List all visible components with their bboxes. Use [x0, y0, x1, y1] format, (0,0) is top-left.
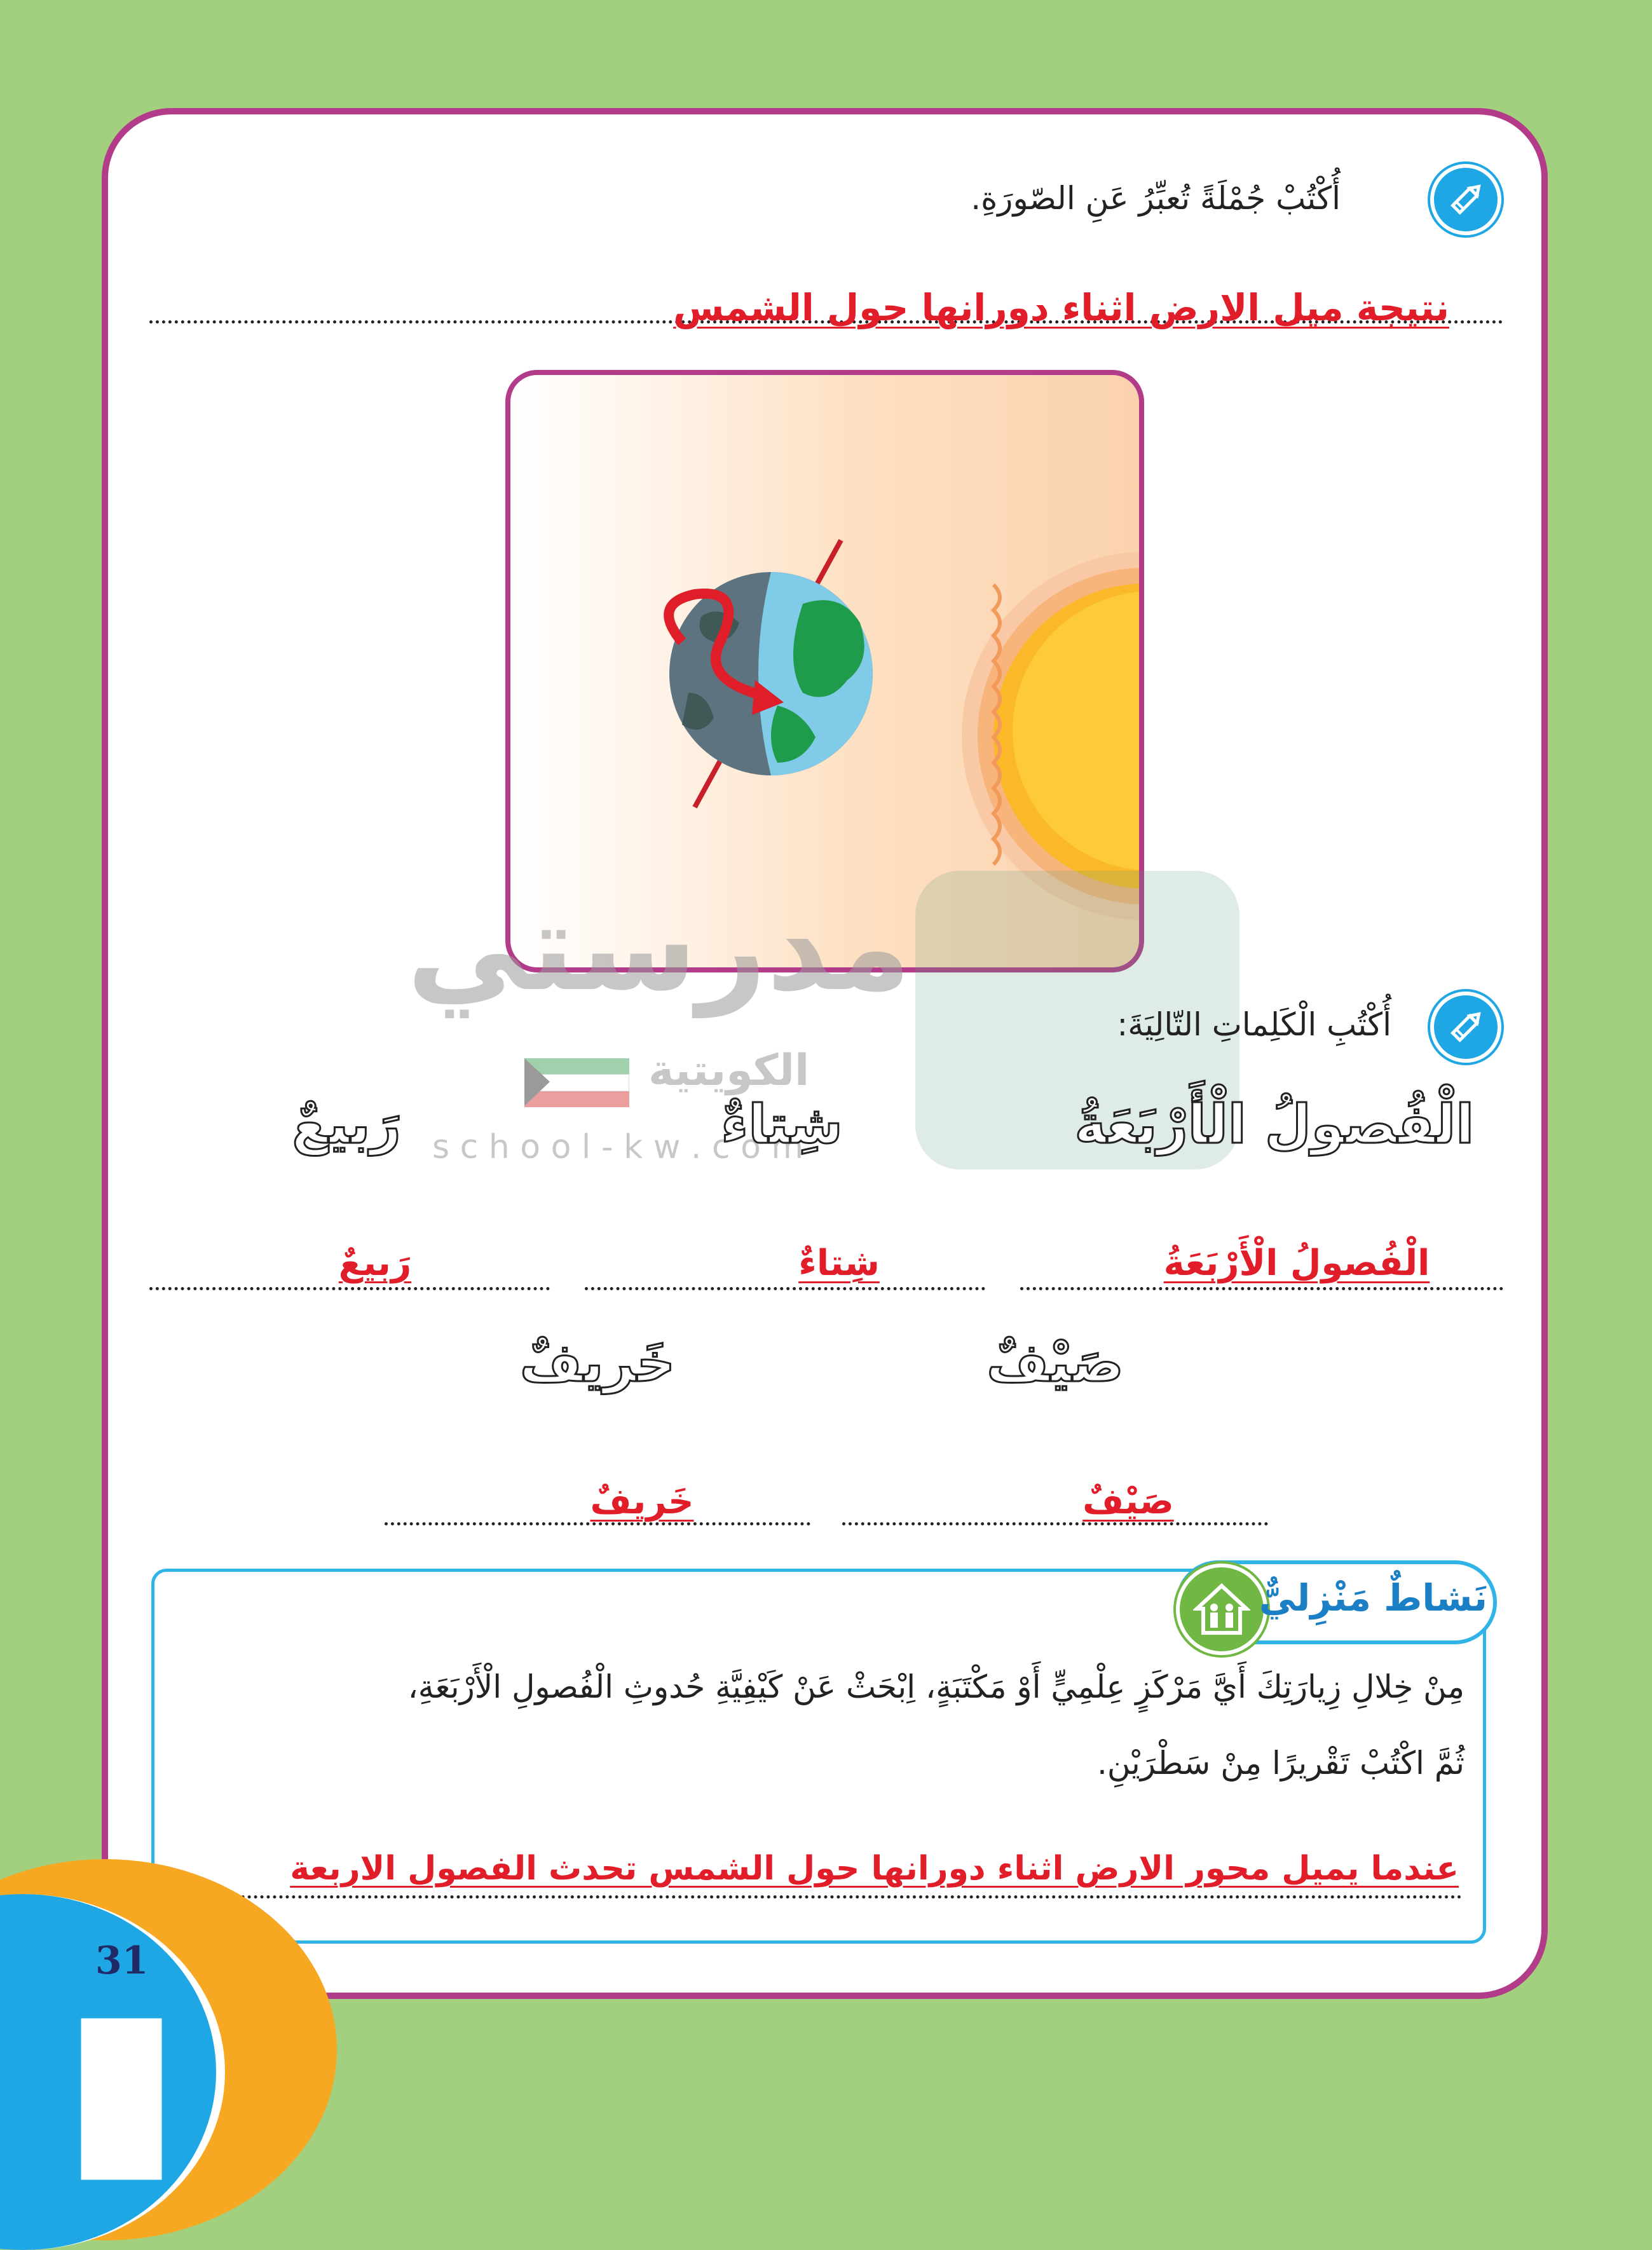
- home-activity-line1: مِنْ خِلالِ زِيارَتِكَ أَيَّ مَرْكَزٍ عِلْمِيٍّ أَوْ مَكْتَبَةٍ، اِبْحَثْ عَنْ كَيْفِيَّةِ حُدوثِ الْفُصولِ الْأَرْبَعَةِ،: [407, 1668, 1464, 1705]
- answer-summer: صَيْفٌ: [1082, 1481, 1174, 1522]
- answer-line-winter: [585, 1287, 985, 1290]
- trace-word-spring: رَبيعٌ: [292, 1093, 401, 1156]
- task2-instruction: أُكْتُبِ الْكَلِماتِ التّالِيَةَ:: [1117, 1006, 1391, 1043]
- earth-icon: [669, 540, 873, 807]
- page-number: 31: [95, 1939, 149, 1983]
- home-activity-answer: عندما يميل محور الارض اثناء دورانها حول الشمس تحدث الفصول الاربعة: [290, 1850, 1459, 1888]
- home-activity-line2: ثُمَّ اكْتُبْ تَقْريرًا مِنْ سَطْرَيْنِ.: [1096, 1745, 1464, 1782]
- answer-spring: رَبيعٌ: [338, 1243, 412, 1284]
- answer-line-summer: [842, 1522, 1268, 1525]
- task1-instruction: أُكْتُبْ جُمْلَةً تُعبِّرُ عَنِ الصّورَةِ.: [971, 180, 1341, 217]
- home-family-icon: [1176, 1564, 1267, 1655]
- answer-four-seasons: الْفُصولُ الْأَرْبَعَةُ: [1163, 1243, 1430, 1284]
- kuwait-flag-icon: [524, 1058, 629, 1106]
- task1-answer: نتيجة ميل الارض اثناء دورانها حول الشمس: [673, 286, 1449, 329]
- trace-word-summer: صَيْفٌ: [986, 1332, 1124, 1394]
- watermark-url: s c h o o l - k w . c o m: [432, 1128, 804, 1166]
- answer-autumn: خَريفٌ: [590, 1481, 694, 1522]
- answer-line-autumn: [385, 1522, 810, 1525]
- home-answer-line: [178, 1895, 1462, 1899]
- sun-icon: [962, 552, 1140, 920]
- trace-word-four-seasons: الْفُصولُ الْأَرْبَعَةُ: [1074, 1093, 1474, 1156]
- pencil-icon: [1430, 164, 1501, 235]
- answer-winter: شِتاءٌ: [798, 1243, 880, 1284]
- watermark-sub: الكويتية: [648, 1046, 810, 1096]
- answer-line-four-seasons: [1020, 1287, 1503, 1290]
- trace-word-autumn: خَريفٌ: [519, 1332, 676, 1394]
- pencil-icon: [1430, 992, 1501, 1063]
- watermark-brand: مدرستي: [407, 877, 911, 1018]
- trace-word-winter: شِتاءٌ: [721, 1093, 843, 1156]
- answer-line-spring: [149, 1287, 550, 1290]
- home-activity-title: نَشاطٌ مَنْزِليٌّ: [1259, 1576, 1487, 1619]
